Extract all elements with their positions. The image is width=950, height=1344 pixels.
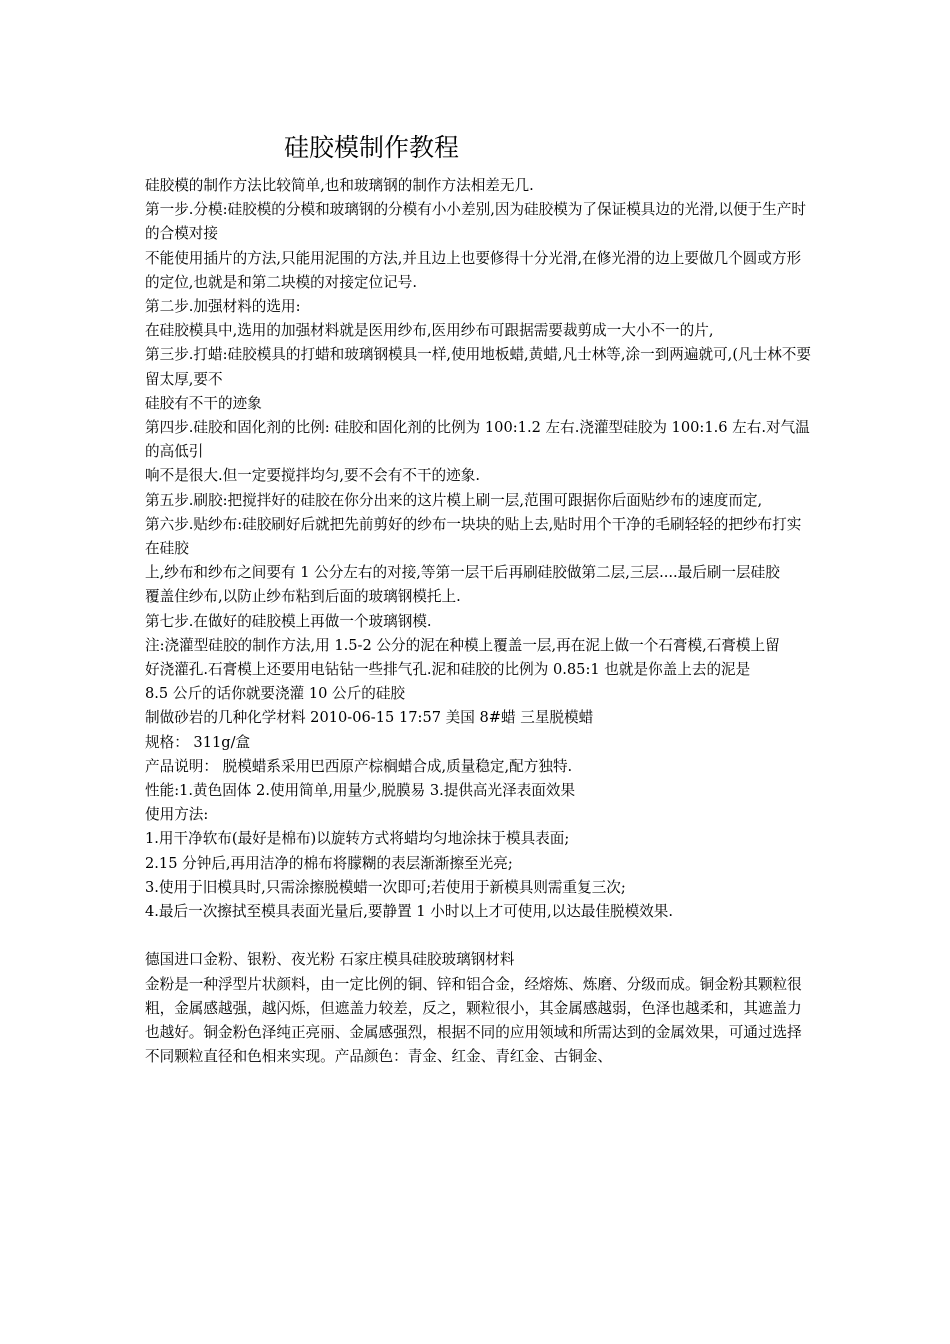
paragraph: 3.使用于旧模具时,只需涂擦脱模蜡一次即可;若使用于新模具则需重复三次;: [145, 878, 626, 896]
document-body: [145, 174, 815, 1069]
paragraph: 上,纱布和纱布之间要有 1 公分左右的对接,等第一层干后再刷硅胶做第二层,三层....最后刷一层硅胶: [145, 564, 780, 582]
paragraph: 注:浇灌型硅胶的制作方法,用 1.5-2 公分的泥在种模上覆盖一层,再在泥上做一个石膏模,石膏模上留: [145, 636, 780, 654]
document-title: 硅胶模制作教程: [284, 133, 460, 162]
paragraph: 8.5 公斤的话你就要浇灌 10 公斤的硅胶: [145, 685, 406, 703]
paragraph: 第四步.硅胶和固化剂的比例: 硅胶和固化剂的比例为 100:1.2 左右.浇灌型硅胶为 100:1.6 左右.对气温的高低引: [145, 419, 810, 461]
paragraph: 2.15 分钟后,再用洁净的棉布将朦糊的表层渐渐擦至光亮;: [145, 854, 513, 872]
paragraph: 第一步.分模:硅胶模的分模和玻璃钢的分模有小小差别,因为硅胶模为了保证模具边的光滑,以便于生产时的合模对接: [145, 201, 806, 243]
paragraph: 不能使用插片的方法,只能用泥围的方法,并且边上也要修得十分光滑,在修光滑的边上要做几个圆或方形: [145, 249, 802, 267]
paragraph: 金粉是一种浮型片状颜料，由一定比例的铜、锌和铝合金，经熔炼、炼磨、分级而成。铜金粉其颗粒很粗，金属感越强，越闪烁，但遮盖力较差，反之，颗粒很小，其金属感越弱，色泽也越柔和，其遮盖力也越好。铜金粉色泽纯正亮丽、金属感强烈，根据不同的应用领域和所需达到的金属效果，可通过选择不同颗粒直径和色相来实现。产品颜色：青金、红金、青红金、古铜金、: [145, 975, 802, 1066]
paragraph: 在硅胶模具中,选用的加强材料就是医用纱布,医用纱布可跟据需要裁剪成一大小不一的片,: [145, 322, 714, 340]
paragraph: 硅胶模的制作方法比较简单,也和玻璃钢的制作方法相差无几.: [145, 177, 534, 194]
paragraph: 第三步.打蜡:硅胶模具的打蜡和玻璃钢模具一样,使用地板蜡,黄蜡,凡士林等,涂一到两遍就可,(凡士林不要留太厚,要不: [145, 346, 811, 388]
paragraph: 第二步.加强材料的选用:: [145, 298, 301, 316]
paragraph: 使用方法:: [145, 806, 209, 824]
paragraph: 制做砂岩的几种化学材料 2010-06-15 17:57 美国 8#蜡 三星脱模蜡: [145, 709, 594, 727]
paragraph: 产品说明： 脱模蜡系采用巴西原产棕榈蜡合成,质量稳定,配方独特.: [145, 757, 573, 775]
paragraph: 覆盖住纱布,以防止纱布粘到后面的玻璃钢模托上.: [145, 588, 461, 606]
paragraph: 性能:1.黄色固体 2.使用简单,用量少,脱膜易 3.提供高光泽表面效果: [145, 782, 576, 800]
paragraph: 第七步.在做好的硅胶模上再做一个玻璃钢模.: [145, 612, 432, 630]
paragraph: 1.用干净软布(最好是棉布)以旋转方式将蜡均匀地涂抹于模具表面;: [145, 830, 570, 848]
paragraph: 硅胶有不干的迹象: [145, 394, 262, 412]
paragraph: 的定位,也就是和第二块模的对接定位记号.: [145, 273, 417, 291]
paragraph: 好浇灌孔.石膏模上还要用电钻钻一些排气孔.泥和硅胶的比例为 0.85:1 也就是你盖上去的泥是: [145, 661, 751, 679]
paragraph: 德国进口金粉、银粉、夜光粉 石家庄模具硅胶玻璃钢材料: [145, 951, 515, 969]
paragraph: 第六步.贴纱布:硅胶刷好后就把先前剪好的纱布一块块的贴上去,贴时用个干净的毛刷轻轻的把纱布打实在硅胶: [145, 515, 802, 558]
paragraph: 规格： 311g/盒: [145, 733, 251, 751]
paragraph: 4.最后一次擦拭至模具表面光量后,要静置 1 小时以上才可使用,以达最佳脱模效果.: [145, 903, 674, 921]
paragraph: 第五步.刷胶:把搅拌好的硅胶在你分出来的这片模上刷一层,范围可跟据你后面贴纱布的速度而定,: [145, 491, 763, 509]
paragraph: 响不是很大.但一定要搅拌均匀,要不会有不干的迹象.: [145, 467, 480, 485]
